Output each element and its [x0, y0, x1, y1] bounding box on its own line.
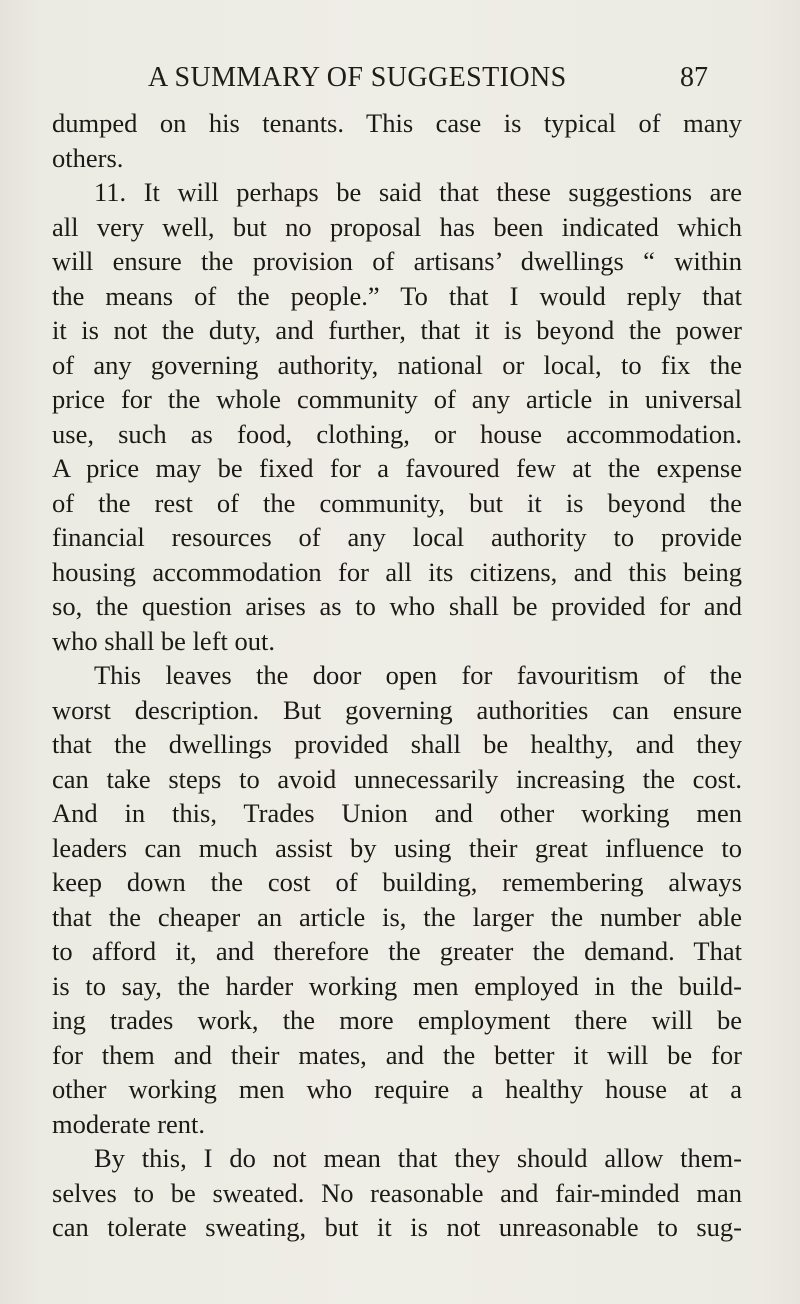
page-number: 87 [680, 62, 708, 93]
text-line: that the cheaper an article is, the larger the number able [52, 901, 742, 932]
text-line: financial resources of any local authority to provide [52, 522, 742, 552]
text-line: who shall be left out. [52, 625, 275, 656]
text-line: use, such as food, clothing, or house accommodation. [52, 418, 742, 449]
text-line: for them and their mates, and the better it will be for [52, 1039, 742, 1070]
text-line: leaders can much assist by using their great influence to [52, 832, 742, 863]
body-text [52, 106, 742, 1245]
text-line: can tolerate sweating, but it is not unreasonable to sug- [52, 1212, 742, 1242]
text-line: others. [52, 142, 124, 173]
text-line: By this, I do not mean that they should allow them- [94, 1143, 742, 1173]
running-title: A SUMMARY OF SUGGESTIONS [148, 62, 567, 93]
text-line: 11. It will perhaps be said that these suggestions are [94, 177, 742, 207]
text-line: other working men who require a healthy house at a [52, 1074, 742, 1104]
text-line: the means of the people.” To that I would reply that [52, 280, 742, 311]
text-line: to afford it, and therefore the greater the demand. That [52, 936, 742, 966]
text-line: all very well, but no proposal has been indicated which [52, 211, 742, 242]
text-line: will ensure the provision of artisans’ dwellings “ within [52, 246, 742, 276]
text-line: selves to be sweated. No reasonable and fair-minded man [52, 1177, 742, 1208]
text-line: it is not the duty, and further, that it is beyond the power [52, 315, 742, 345]
text-line: dumped on his tenants. This case is typical of many [52, 108, 742, 138]
text-line: of any governing authority, national or local, to fix the [52, 349, 742, 380]
text-line: moderate rent. [52, 1108, 206, 1139]
text-line: worst description. But governing authorities can ensure [52, 694, 742, 725]
text-line: This leaves the door open for favouritism of the [94, 660, 742, 690]
text-line: is to say, the harder working men employed in the build- [52, 970, 742, 1001]
text-line: can take steps to avoid unnecessarily increasing the cost. [52, 763, 742, 794]
text-line: that the dwellings provided shall be healthy, and they [52, 729, 742, 759]
text-line: And in this, Trades Union and other working men [52, 798, 742, 828]
text-line: price for the whole community of any article in universal [52, 384, 742, 414]
text-line: housing accommodation for all its citizens, and this being [52, 556, 742, 587]
text-line: so, the question arises as to who shall be provided for and [52, 591, 742, 621]
text-line: A price may be fixed for a favoured few at the expense [52, 453, 742, 483]
text-line: of the rest of the community, but it is beyond the [52, 487, 742, 518]
text-line: ing trades work, the more employment there will be [52, 1005, 742, 1035]
text-line: keep down the cost of building, remembering always [52, 867, 742, 897]
running-head [148, 62, 708, 98]
